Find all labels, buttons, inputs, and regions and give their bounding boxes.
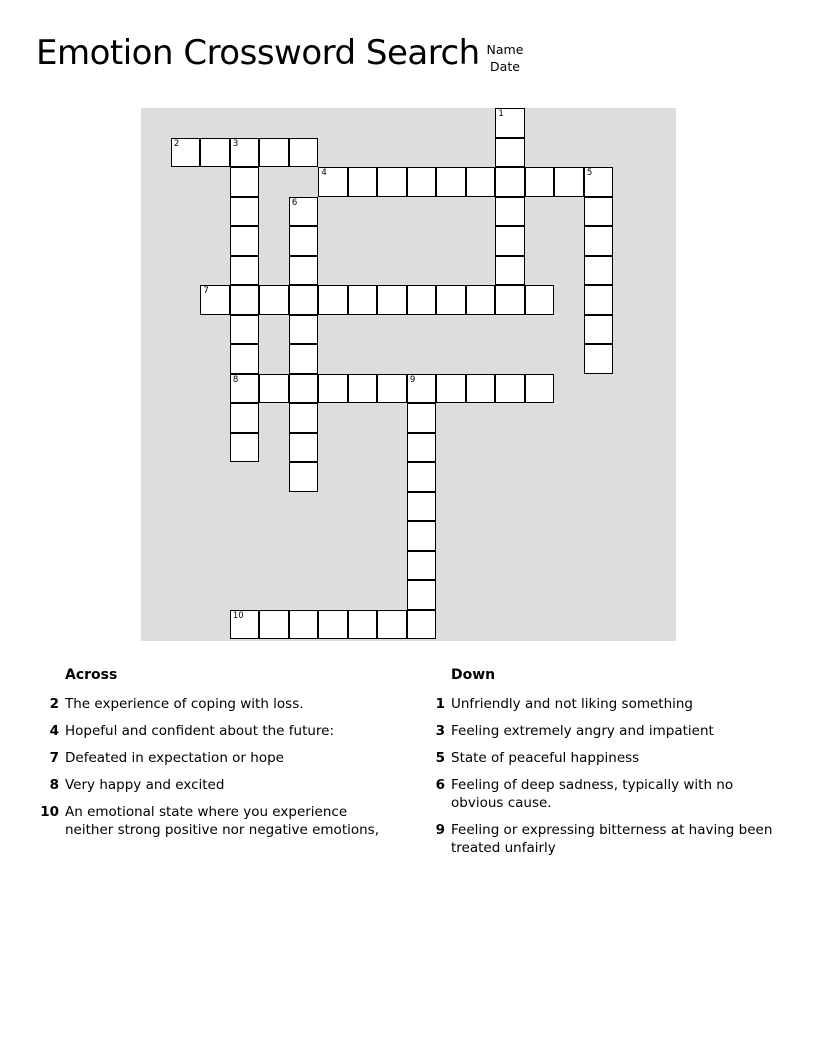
grid-cell[interactable] xyxy=(230,344,260,374)
clue-text: Unfriendly and not liking something xyxy=(451,696,694,712)
grid-cell[interactable] xyxy=(289,285,319,315)
grid-cell[interactable] xyxy=(230,197,260,227)
grid-cell[interactable] xyxy=(230,256,260,286)
grid-cell[interactable] xyxy=(407,167,437,197)
clue-number-label: 3 xyxy=(232,138,239,149)
clue-text: An emotional state where you experience neither strong positive nor negative emotions, xyxy=(65,804,380,838)
clue-number: 1 xyxy=(435,696,445,712)
clue-text: State of peaceful happiness xyxy=(451,750,640,766)
grid-cell[interactable] xyxy=(525,285,555,315)
date-label: Date xyxy=(490,59,520,74)
grid-cell[interactable] xyxy=(436,374,466,404)
grid-cell[interactable] xyxy=(230,374,260,404)
clue-text: Very happy and excited xyxy=(65,777,225,793)
clue-item xyxy=(36,722,396,740)
grid-cell[interactable] xyxy=(554,167,584,197)
grid-cell[interactable] xyxy=(259,610,289,640)
clue-text: Feeling or expressing bitterness at having been treated unfairly xyxy=(451,822,773,856)
grid-cell[interactable] xyxy=(171,138,201,168)
grid-cell[interactable] xyxy=(230,403,260,433)
across-clues xyxy=(36,664,396,839)
clue-number-label: 1 xyxy=(498,109,504,120)
grid-cell[interactable] xyxy=(495,285,525,315)
grid-cell[interactable] xyxy=(289,403,319,433)
grid-cell[interactable] xyxy=(318,167,348,197)
clue-item xyxy=(422,695,782,713)
grid-cell[interactable] xyxy=(200,138,230,168)
grid-cell[interactable] xyxy=(407,433,437,463)
grid-cell[interactable] xyxy=(348,610,378,640)
clue-number: 8 xyxy=(49,777,59,793)
grid-cell[interactable] xyxy=(584,285,614,315)
grid-cell[interactable] xyxy=(495,256,525,286)
clue-item xyxy=(36,803,396,839)
grid-cell[interactable] xyxy=(318,374,348,404)
clue-number-label: 6 xyxy=(291,197,298,208)
clue-number: 7 xyxy=(49,750,59,766)
grid-cell[interactable] xyxy=(289,315,319,345)
grid-cell[interactable] xyxy=(289,344,319,374)
grid-cell[interactable] xyxy=(495,108,525,138)
clue-number: 4 xyxy=(49,723,59,739)
clue-number-label: 9 xyxy=(409,374,416,385)
grid-cell[interactable] xyxy=(318,610,348,640)
clue-number: 9 xyxy=(435,822,445,838)
clue-number-label: 10 xyxy=(232,610,244,621)
down-clues xyxy=(422,664,782,857)
grid-cell[interactable] xyxy=(584,344,614,374)
grid-cell[interactable] xyxy=(230,315,260,345)
grid-cell[interactable] xyxy=(407,374,437,404)
grid-cell[interactable] xyxy=(230,610,260,640)
grid-cell[interactable] xyxy=(495,138,525,168)
grid-cell[interactable] xyxy=(377,167,407,197)
clue-item xyxy=(422,821,782,857)
grid-cell[interactable] xyxy=(230,285,260,315)
grid-cell[interactable] xyxy=(348,167,378,197)
grid-cell[interactable] xyxy=(407,580,437,610)
grid-cell[interactable] xyxy=(289,256,319,286)
grid-cell[interactable] xyxy=(230,167,260,197)
grid-cell[interactable] xyxy=(318,285,348,315)
clue-item xyxy=(422,722,782,740)
grid-cell[interactable] xyxy=(436,285,466,315)
clue-item xyxy=(36,695,396,713)
clue-item xyxy=(36,749,396,767)
grid-cell[interactable] xyxy=(289,433,319,463)
page-title: Emotion Crossword Search xyxy=(36,33,480,73)
clue-number: 6 xyxy=(435,777,445,793)
grid-cell[interactable] xyxy=(495,197,525,227)
grid-cell[interactable] xyxy=(407,551,437,581)
grid-cell[interactable] xyxy=(584,167,614,197)
clue-item xyxy=(422,776,782,812)
grid-cell[interactable] xyxy=(259,374,289,404)
clue-number-label: 5 xyxy=(586,168,593,179)
grid-cell[interactable] xyxy=(495,226,525,256)
name-date-block xyxy=(470,41,540,75)
grid-cell[interactable] xyxy=(584,197,614,227)
clue-number: 10 xyxy=(40,804,59,820)
clue-number-label: 2 xyxy=(173,138,180,149)
grid-cell[interactable] xyxy=(466,285,496,315)
grid-cell[interactable] xyxy=(525,374,555,404)
grid-cell[interactable] xyxy=(289,610,319,640)
grid-cell[interactable] xyxy=(407,403,437,433)
grid-cell[interactable] xyxy=(584,315,614,345)
grid-cell[interactable] xyxy=(466,374,496,404)
clue-number: 2 xyxy=(49,696,59,712)
grid-cell[interactable] xyxy=(407,462,437,492)
grid-cell[interactable] xyxy=(289,138,319,168)
grid-cell[interactable] xyxy=(230,433,260,463)
down-heading: Down xyxy=(451,667,496,683)
grid-cell[interactable] xyxy=(407,285,437,315)
clue-text: Feeling of deep sadness, typically with no obvious cause. xyxy=(451,777,734,811)
clue-item xyxy=(422,749,782,767)
clue-text: Hopeful and confident about the future: xyxy=(65,723,335,739)
clue-number: 3 xyxy=(435,723,445,739)
grid-cell[interactable] xyxy=(495,167,525,197)
grid-cell[interactable] xyxy=(525,167,555,197)
grid-cell[interactable] xyxy=(289,226,319,256)
grid-cell[interactable] xyxy=(407,492,437,522)
grid-cell[interactable] xyxy=(289,462,319,492)
crossword-grid xyxy=(141,108,676,641)
grid-cell[interactable] xyxy=(259,285,289,315)
grid-cell[interactable] xyxy=(289,197,319,227)
clue-text: Feeling extremely angry and impatient xyxy=(451,723,714,739)
clue-number-label: 7 xyxy=(203,286,209,297)
clue-number-label: 4 xyxy=(321,168,327,179)
clue-item xyxy=(36,776,396,794)
clue-text: Defeated in expectation or hope xyxy=(65,750,284,766)
grid-cell[interactable] xyxy=(348,374,378,404)
clue-number: 5 xyxy=(435,750,445,766)
grid-cell[interactable] xyxy=(230,138,260,168)
grid-cell[interactable] xyxy=(377,374,407,404)
clue-number-label: 8 xyxy=(232,374,239,385)
grid-cell[interactable] xyxy=(466,167,496,197)
grid-cell[interactable] xyxy=(407,610,437,640)
grid-cell[interactable] xyxy=(348,285,378,315)
grid-cell[interactable] xyxy=(230,226,260,256)
grid-cell[interactable] xyxy=(584,226,614,256)
grid-cell[interactable] xyxy=(200,285,230,315)
across-heading: Across xyxy=(65,667,118,683)
name-label: Name xyxy=(486,42,524,57)
grid-cell[interactable] xyxy=(377,285,407,315)
grid-cell[interactable] xyxy=(584,256,614,286)
clue-text: The experience of coping with loss. xyxy=(65,696,304,712)
grid-cell[interactable] xyxy=(377,610,407,640)
grid-cell[interactable] xyxy=(289,374,319,404)
grid-cell[interactable] xyxy=(407,521,437,551)
grid-cell[interactable] xyxy=(436,167,466,197)
grid-cell[interactable] xyxy=(495,374,525,404)
grid-cell[interactable] xyxy=(259,138,289,168)
